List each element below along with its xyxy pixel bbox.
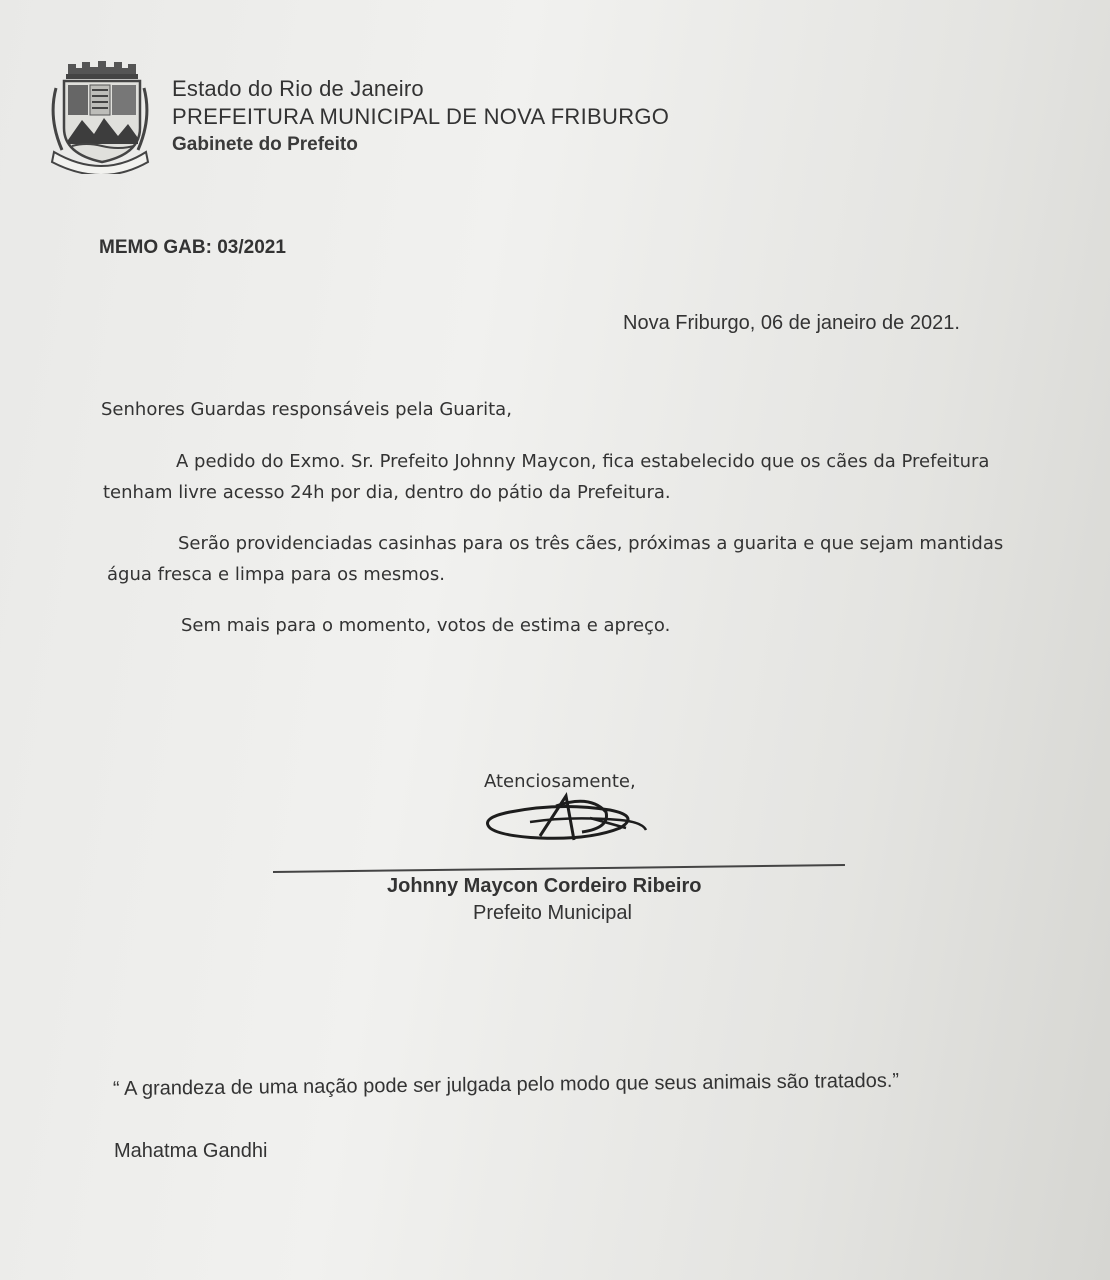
signer-title: Prefeito Municipal: [473, 902, 632, 924]
closing-line: Sem mais para o momento, votos de estima e apreço.: [181, 615, 671, 636]
memo-date: Nova Friburgo, 06 de janeiro de 2021.: [623, 312, 960, 334]
footer-quote: “ A grandeza de uma nação pode ser julgada pelo modo que seus animais são tratados.”: [112, 1069, 900, 1100]
paragraph-2-line-1: Serão providenciadas casinhas para os três cães, próximas a guarita e que sejam mantidas: [178, 533, 1004, 554]
office-name: Gabinete do Prefeito: [172, 134, 358, 155]
paragraph-2-line-2: água fresca e limpa para os mesmos.: [107, 564, 445, 585]
letterhead: [172, 76, 669, 156]
memo-number: MEMO GAB: 03/2021: [99, 237, 286, 258]
state-name: Estado do Rio de Janeiro: [172, 76, 424, 101]
municipality-name: PREFEITURA MUNICIPAL DE NOVA FRIBURGO: [172, 104, 670, 129]
handwritten-signature: [470, 788, 660, 852]
signature-line: [273, 864, 845, 873]
municipal-crest-icon: [46, 58, 154, 174]
quote-author: Mahatma Gandhi: [114, 1140, 268, 1162]
salutation: Senhores Guardas responsáveis pela Guarita,: [101, 399, 512, 420]
valediction: Atenciosamente,: [484, 771, 636, 792]
paragraph-1-line-1: A pedido do Exmo. Sr. Prefeito Johnny Maycon, fica estabelecido que os cães da Prefeitura: [176, 451, 990, 472]
signer-name: Johnny Maycon Cordeiro Ribeiro: [387, 875, 702, 897]
paragraph-1-line-2: tenham livre acesso 24h por dia, dentro do pátio da Prefeitura.: [103, 482, 671, 503]
